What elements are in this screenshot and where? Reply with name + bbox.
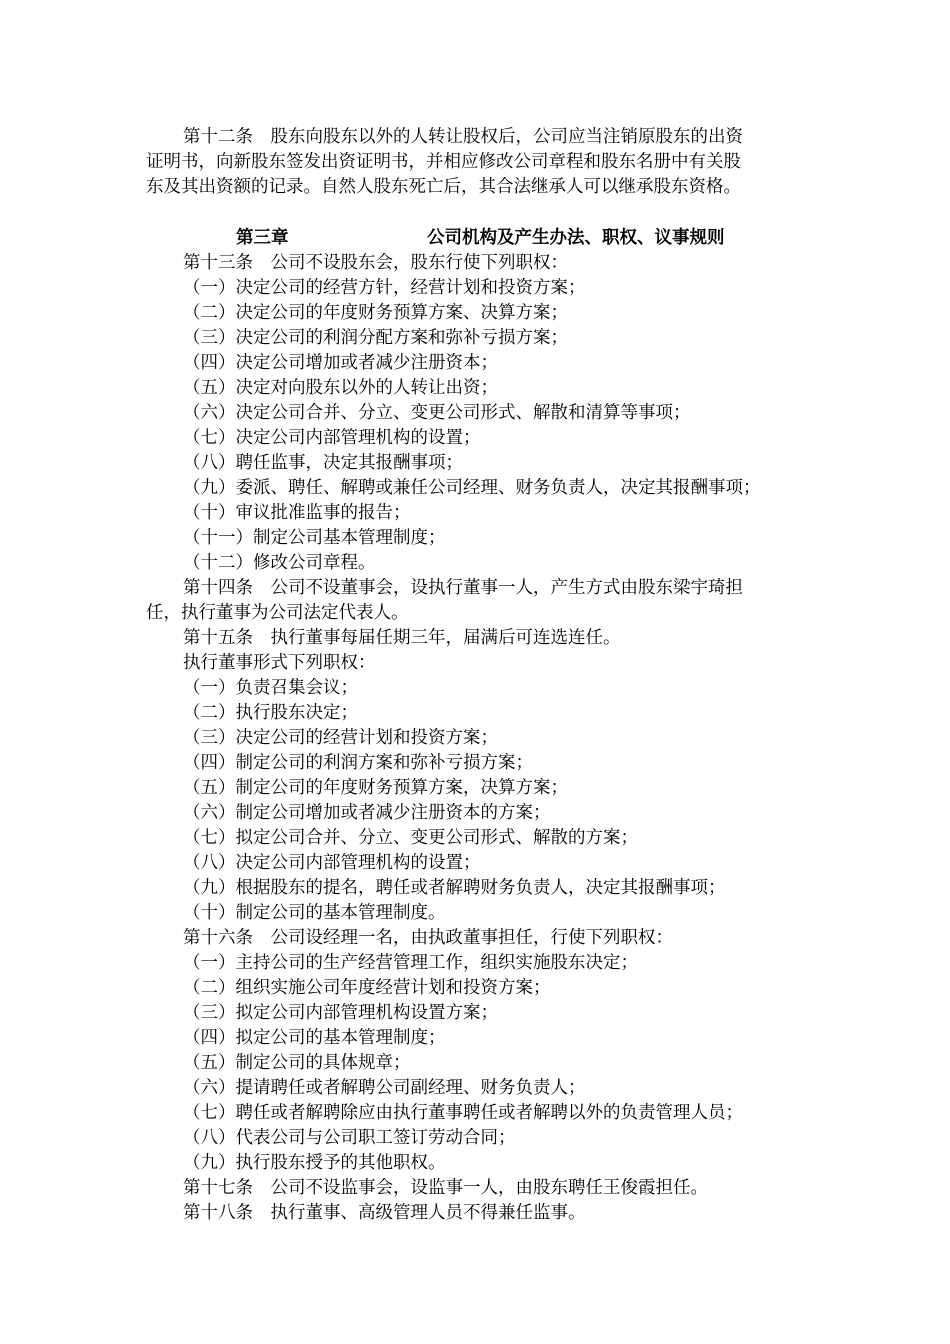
list-item: （四）决定公司增加或者减少注册资本； [183, 353, 498, 373]
list-item: （六）决定公司合并、分立、变更公司形式、解散和清算等事项； [183, 403, 691, 423]
list-item: （五）制定公司的年度财务预算方案，决算方案； [183, 778, 568, 798]
article-line: 第十六条 公司设经理一名，由执政董事担任，行使下列职权： [183, 928, 673, 948]
list-item: （五）制定公司的具体规章； [183, 1053, 411, 1073]
article-line: 第十四条 公司不设董事会，设执行董事一人，产生方式由股东梁宇琦担 [183, 578, 743, 598]
list-item: （二）决定公司的年度财务预算方案、决算方案； [183, 303, 568, 323]
list-item: （三）决定公司的经营计划和投资方案； [183, 728, 498, 748]
list-item: （九）执行股东授予的其他职权。 [183, 1153, 446, 1173]
list-item: （三）决定公司的利润分配方案和弥补亏损方案； [183, 328, 568, 348]
article-line: 第十三条 公司不设股东会，股东行使下列职权： [183, 253, 568, 273]
list-item: （九）委派、聘任、解聘或兼任公司经理、财务负责人，决定其报酬事项； [183, 478, 761, 498]
list-item: （一）决定公司的经营方针，经营计划和投资方案； [183, 278, 586, 298]
article-line: 第十八条 执行董事、高级管理人员不得兼任监事。 [183, 1203, 586, 1223]
list-item: （九）根据股东的提名，聘任或者解聘财务负责人，决定其报酬事项； [183, 878, 726, 898]
list-item: （十）审议批准监事的报告； [183, 503, 411, 523]
list-item: （六）提请聘任或者解聘公司副经理、财务负责人； [183, 1078, 586, 1098]
list-item: （十）制定公司的基本管理制度。 [183, 903, 446, 923]
list-item: （七）决定公司内部管理机构的设置； [183, 428, 481, 448]
list-item: （一）主持公司的生产经营管理工作，组织实施股东决定； [183, 953, 638, 973]
list-item: （八）决定公司内部管理机构的设置； [183, 853, 481, 873]
article-12-line: 东及其出资额的记录。自然人股东死亡后，其合法继承人可以继承股东资格。 [146, 177, 741, 197]
article-12-line: 第十二条 股东向股东以外的人转让股权后，公司应当注销原股东的出资 [183, 127, 743, 147]
list-item: （三）拟定公司内部管理机构设置方案； [183, 1003, 498, 1023]
list-item: （十二）修改公司章程。 [183, 553, 376, 573]
list-item: （四）拟定公司的基本管理制度； [183, 1028, 446, 1048]
article-12-line: 证明书，向新股东签发出资证明书，并相应修改公司章程和股东名册中有关股 [146, 152, 741, 172]
article-line: 第十五条 执行董事每届任期三年，届满后可连选连任。 [183, 628, 621, 648]
list-item: （八）聘任监事，决定其报酬事项； [183, 453, 463, 473]
chapter-title: 公司机构及产生办法、职权、议事规则 [427, 228, 725, 248]
list-item: （七）聘任或者解聘除应由执行董事聘任或者解聘以外的负责管理人员； [183, 1103, 743, 1123]
list-item: （一）负责召集会议； [183, 678, 358, 698]
list-item: （八）代表公司与公司职工签订劳动合同； [183, 1128, 516, 1148]
chapter-heading [0, 226, 950, 251]
list-item: （二）组织实施公司年度经营计划和投资方案； [183, 978, 551, 998]
list-item: （七）拟定公司合并、分立、变更公司形式、解散的方案； [183, 828, 638, 848]
body-text [146, 251, 826, 1226]
article-12-paragraph [146, 125, 806, 200]
list-item: （十一）制定公司基本管理制度； [183, 528, 446, 548]
chapter-number: 第三章 [236, 228, 289, 248]
list-item: （二）执行股东决定； [183, 703, 358, 723]
article-line: 执行董事形式下列职权： [183, 653, 376, 673]
list-item: （五）决定对向股东以外的人转让出资； [183, 378, 498, 398]
list-item: （六）制定公司增加或者减少注册资本的方案； [183, 803, 551, 823]
article-line: 第十七条 公司不设监事会，设监事一人，由股东聘任王俊霞担任。 [183, 1178, 708, 1198]
list-item: （四）制定公司的利润方案和弥补亏损方案； [183, 753, 533, 773]
article-line: 任，执行董事为公司法定代表人。 [146, 603, 409, 623]
